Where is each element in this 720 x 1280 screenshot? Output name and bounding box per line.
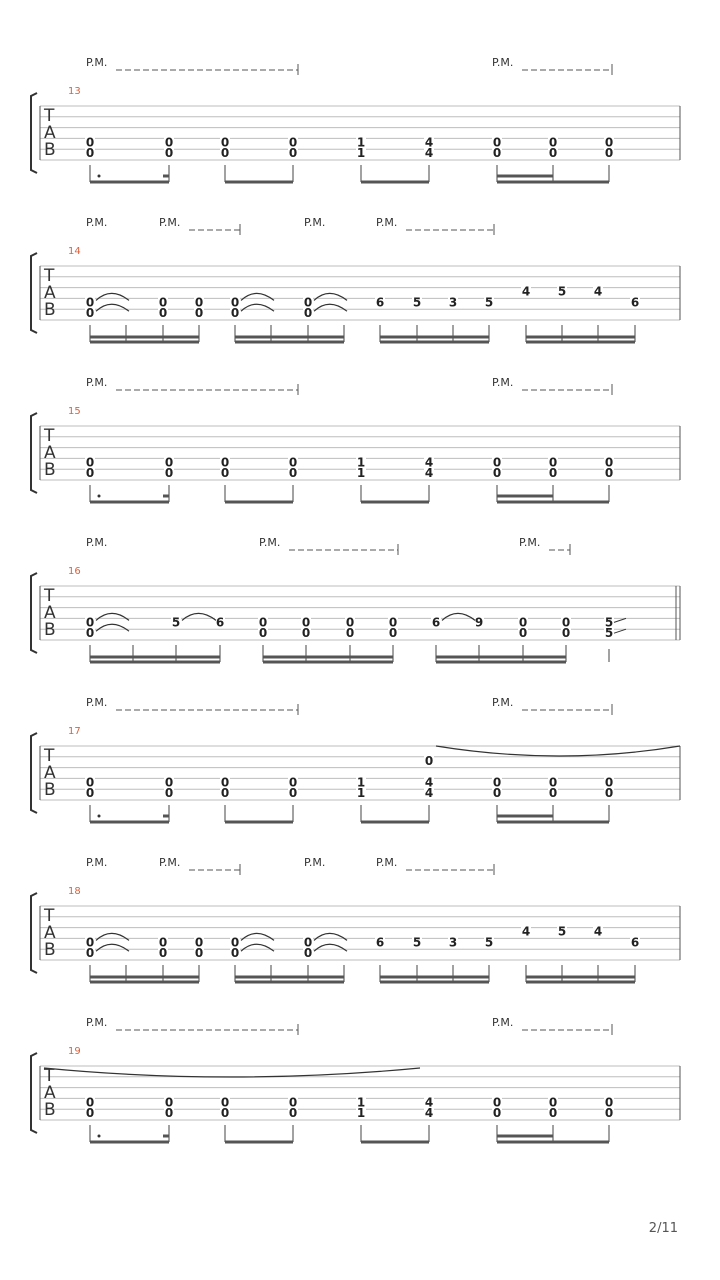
tie-arc (314, 933, 347, 940)
fret-number: 0 (164, 455, 174, 470)
tie-arc (314, 944, 347, 951)
tab-system-16 (31, 544, 680, 662)
fret-number: 0 (492, 135, 502, 150)
fret-number: 0 (288, 786, 298, 801)
fret-number: 0 (85, 1095, 95, 1110)
fret-number: 0 (158, 306, 168, 321)
fret-number: 5 (557, 284, 567, 299)
fret-number: 0 (288, 775, 298, 790)
palm-mute-label: P.M. (304, 856, 326, 869)
fret-number: 0 (548, 786, 558, 801)
tab-clef-letter: T (44, 426, 55, 446)
fret-number: 0 (85, 615, 95, 630)
fret-number: 6 (630, 295, 640, 310)
fret-number: 0 (288, 135, 298, 150)
tie-arc (96, 293, 129, 300)
fret-number: 9 (474, 615, 484, 630)
fret-number: 0 (604, 1095, 614, 1110)
fret-number: 4 (424, 1106, 434, 1121)
fret-number: 0 (548, 1095, 558, 1110)
fret-number: 1 (356, 455, 366, 470)
palm-mute-label: P.M. (492, 56, 514, 69)
dot (98, 175, 101, 178)
fret-number: 0 (303, 946, 313, 961)
fret-number: 0 (492, 455, 502, 470)
slur-arc (96, 624, 129, 631)
tie-arc (96, 944, 129, 951)
tab-clef-letter: A (44, 1083, 56, 1103)
tab-clef-letter: T (44, 586, 55, 606)
page-number: 2/11 (648, 1221, 678, 1236)
tab-clef-letter: T (44, 746, 55, 766)
fret-number: 5 (557, 924, 567, 939)
fret-number: 0 (85, 146, 95, 161)
palm-mute-label: P.M. (86, 1016, 108, 1029)
tab-clef-letter: B (44, 460, 56, 480)
fret-number: 5 (604, 615, 614, 630)
tab-clef-letter: A (44, 603, 56, 623)
fret-number: 4 (424, 455, 434, 470)
dot (98, 495, 101, 498)
fret-number: 0 (194, 306, 204, 321)
fret-number: 0 (194, 946, 204, 961)
fret-number: 0 (561, 615, 571, 630)
palm-mute-label: P.M. (86, 856, 108, 869)
fret-number: 0 (604, 786, 614, 801)
tie-arc (96, 933, 129, 940)
fret-number: 5 (412, 935, 422, 950)
fret-number: 0 (288, 1106, 298, 1121)
tab-clef-letter: B (44, 300, 56, 320)
fret-number: 4 (593, 284, 603, 299)
palm-mute-label: P.M. (86, 56, 108, 69)
fret-number: 0 (220, 786, 230, 801)
system-bracket (31, 253, 37, 333)
measure-number: 18 (68, 886, 81, 897)
fret-number: 0 (220, 135, 230, 150)
fret-number: 0 (492, 146, 502, 161)
fret-number: 0 (85, 306, 95, 321)
fret-number: 3 (448, 295, 458, 310)
fret-number: 0 (85, 466, 95, 481)
fret-number: 1 (356, 135, 366, 150)
system-bracket (31, 413, 37, 493)
fret-number: 5 (604, 626, 614, 641)
tab-system-17 (31, 704, 680, 822)
tab-clef-letter: B (44, 780, 56, 800)
fret-number: 0 (85, 1106, 95, 1121)
fret-number: 1 (356, 1095, 366, 1110)
tab-clef-letter: A (44, 283, 56, 303)
fret-number: 0 (194, 295, 204, 310)
fret-number: 0 (220, 455, 230, 470)
slide-mark (614, 618, 626, 622)
fret-number: 5 (484, 935, 494, 950)
tie-arc (44, 1068, 420, 1077)
palm-mute-label: P.M. (259, 536, 281, 549)
fret-number: 0 (303, 935, 313, 950)
tie-arc (241, 944, 274, 951)
tab-clef-letter: T (44, 906, 55, 926)
tab-system-13 (31, 64, 680, 182)
fret-number: 0 (388, 626, 398, 641)
fret-number: 0 (548, 146, 558, 161)
palm-mute-label: P.M. (492, 696, 514, 709)
tab-system-19 (31, 1024, 680, 1142)
system-bracket (31, 573, 37, 653)
fret-number: 0 (548, 455, 558, 470)
tab-clef-letter: T (44, 1066, 55, 1086)
fret-number: 0 (85, 626, 95, 641)
tab-clef-letter: A (44, 763, 56, 783)
palm-mute-label: P.M. (86, 696, 108, 709)
fret-number: 0 (220, 775, 230, 790)
fret-number: 0 (492, 786, 502, 801)
fret-number: 0 (492, 466, 502, 481)
fret-number: 0 (230, 295, 240, 310)
fret-number: 6 (215, 615, 225, 630)
measure-number: 15 (68, 406, 81, 417)
fret-number: 4 (424, 135, 434, 150)
fret-number: 0 (220, 146, 230, 161)
tie-arc (241, 933, 274, 940)
fret-number: 0 (518, 626, 528, 641)
dot (98, 1135, 101, 1138)
fret-number: 0 (492, 775, 502, 790)
system-bracket (31, 733, 37, 813)
fret-number: 4 (424, 775, 434, 790)
fret-number: 0 (604, 775, 614, 790)
fret-number: 0 (85, 135, 95, 150)
fret-number: 0 (164, 466, 174, 481)
fret-number: 0 (604, 135, 614, 150)
fret-number: 0 (220, 1106, 230, 1121)
fret-number: 0 (604, 466, 614, 481)
fret-number: 6 (375, 935, 385, 950)
fret-number: 4 (424, 466, 434, 481)
tie-arc (241, 304, 274, 311)
fret-number: 6 (375, 295, 385, 310)
palm-mute-label: P.M. (376, 856, 398, 869)
fret-number: 4 (593, 924, 603, 939)
fret-number: 0 (345, 626, 355, 641)
fret-number: 0 (424, 753, 434, 768)
fret-number: 0 (164, 1106, 174, 1121)
tab-clef-letter: B (44, 940, 56, 960)
fret-number: 0 (548, 775, 558, 790)
palm-mute-label: P.M. (492, 1016, 514, 1029)
fret-number: 0 (345, 615, 355, 630)
fret-number: 0 (288, 455, 298, 470)
tab-system-18 (31, 864, 680, 982)
palm-mute-label: P.M. (304, 216, 326, 229)
fret-number: 5 (484, 295, 494, 310)
tab-system-15 (31, 384, 680, 502)
fret-number: 0 (604, 146, 614, 161)
fret-number: 0 (164, 775, 174, 790)
palm-mute-label: P.M. (86, 536, 108, 549)
measure-number: 16 (68, 566, 81, 577)
fret-number: 0 (85, 295, 95, 310)
fret-number: 4 (424, 786, 434, 801)
fret-number: 4 (521, 924, 531, 939)
slur-arc (96, 613, 129, 620)
fret-number: 0 (164, 786, 174, 801)
fret-number: 0 (604, 1106, 614, 1121)
fret-number: 0 (230, 946, 240, 961)
fret-number: 0 (303, 306, 313, 321)
fret-number: 0 (230, 935, 240, 950)
fret-number: 1 (356, 1106, 366, 1121)
fret-number: 0 (220, 466, 230, 481)
tab-clef-letter: B (44, 1100, 56, 1120)
slur-arc (182, 613, 216, 620)
fret-number: 1 (356, 786, 366, 801)
palm-mute-label: P.M. (86, 216, 108, 229)
system-bracket (31, 93, 37, 173)
palm-mute-label: P.M. (519, 536, 541, 549)
fret-number: 0 (301, 626, 311, 641)
fret-number: 4 (424, 146, 434, 161)
fret-number: 0 (85, 455, 95, 470)
fret-number: 0 (301, 615, 311, 630)
fret-number: 0 (220, 1095, 230, 1110)
tab-clef-letter: B (44, 140, 56, 160)
tab-clef-letter: A (44, 123, 56, 143)
fret-number: 0 (164, 135, 174, 150)
fret-number: 0 (164, 1095, 174, 1110)
fret-number: 0 (158, 946, 168, 961)
fret-number: 0 (518, 615, 528, 630)
fret-number: 0 (548, 466, 558, 481)
fret-number: 0 (288, 466, 298, 481)
measure-number: 14 (68, 246, 81, 257)
fret-number: 0 (388, 615, 398, 630)
fret-number: 0 (158, 295, 168, 310)
fret-number: 0 (258, 626, 268, 641)
fret-number: 1 (356, 775, 366, 790)
tie-arc (436, 746, 680, 756)
tab-clef-letter: A (44, 923, 56, 943)
fret-number: 6 (431, 615, 441, 630)
fret-number: 0 (561, 626, 571, 641)
fret-number: 0 (258, 615, 268, 630)
measure-number: 13 (68, 86, 81, 97)
fret-number: 0 (604, 455, 614, 470)
palm-mute-label: P.M. (86, 376, 108, 389)
fret-number: 0 (85, 935, 95, 950)
fret-number: 4 (424, 1095, 434, 1110)
fret-number: 0 (85, 786, 95, 801)
slur-arc (442, 613, 475, 620)
fret-number: 6 (630, 935, 640, 950)
fret-number: 0 (194, 935, 204, 950)
tab-clef-letter: B (44, 620, 56, 640)
tie-arc (314, 293, 347, 300)
palm-mute-label: P.M. (159, 856, 181, 869)
fret-number: 0 (492, 1095, 502, 1110)
fret-number: 0 (288, 146, 298, 161)
fret-number: 1 (356, 146, 366, 161)
measure-number: 17 (68, 726, 81, 737)
tie-arc (96, 304, 129, 311)
fret-number: 0 (288, 1095, 298, 1110)
fret-number: 0 (230, 306, 240, 321)
system-bracket (31, 1053, 37, 1133)
tab-clef-letter: T (44, 266, 55, 286)
fret-number: 4 (521, 284, 531, 299)
palm-mute-label: P.M. (492, 376, 514, 389)
system-bracket (31, 893, 37, 973)
fret-number: 0 (158, 935, 168, 950)
slide-mark (614, 629, 626, 633)
fret-number: 5 (171, 615, 181, 630)
fret-number: 0 (85, 775, 95, 790)
fret-number: 0 (548, 135, 558, 150)
fret-number: 0 (303, 295, 313, 310)
fret-number: 5 (412, 295, 422, 310)
dot (98, 815, 101, 818)
tab-clef-letter: A (44, 443, 56, 463)
fret-number: 0 (85, 946, 95, 961)
fret-number: 1 (356, 466, 366, 481)
measure-number: 19 (68, 1046, 81, 1057)
tie-arc (314, 304, 347, 311)
palm-mute-label: P.M. (376, 216, 398, 229)
tab-clef-letter: T (44, 106, 55, 126)
tie-arc (241, 293, 274, 300)
fret-number: 3 (448, 935, 458, 950)
fret-number: 0 (492, 1106, 502, 1121)
fret-number: 0 (548, 1106, 558, 1121)
fret-number: 0 (164, 146, 174, 161)
palm-mute-label: P.M. (159, 216, 181, 229)
tab-system-14 (31, 224, 680, 342)
